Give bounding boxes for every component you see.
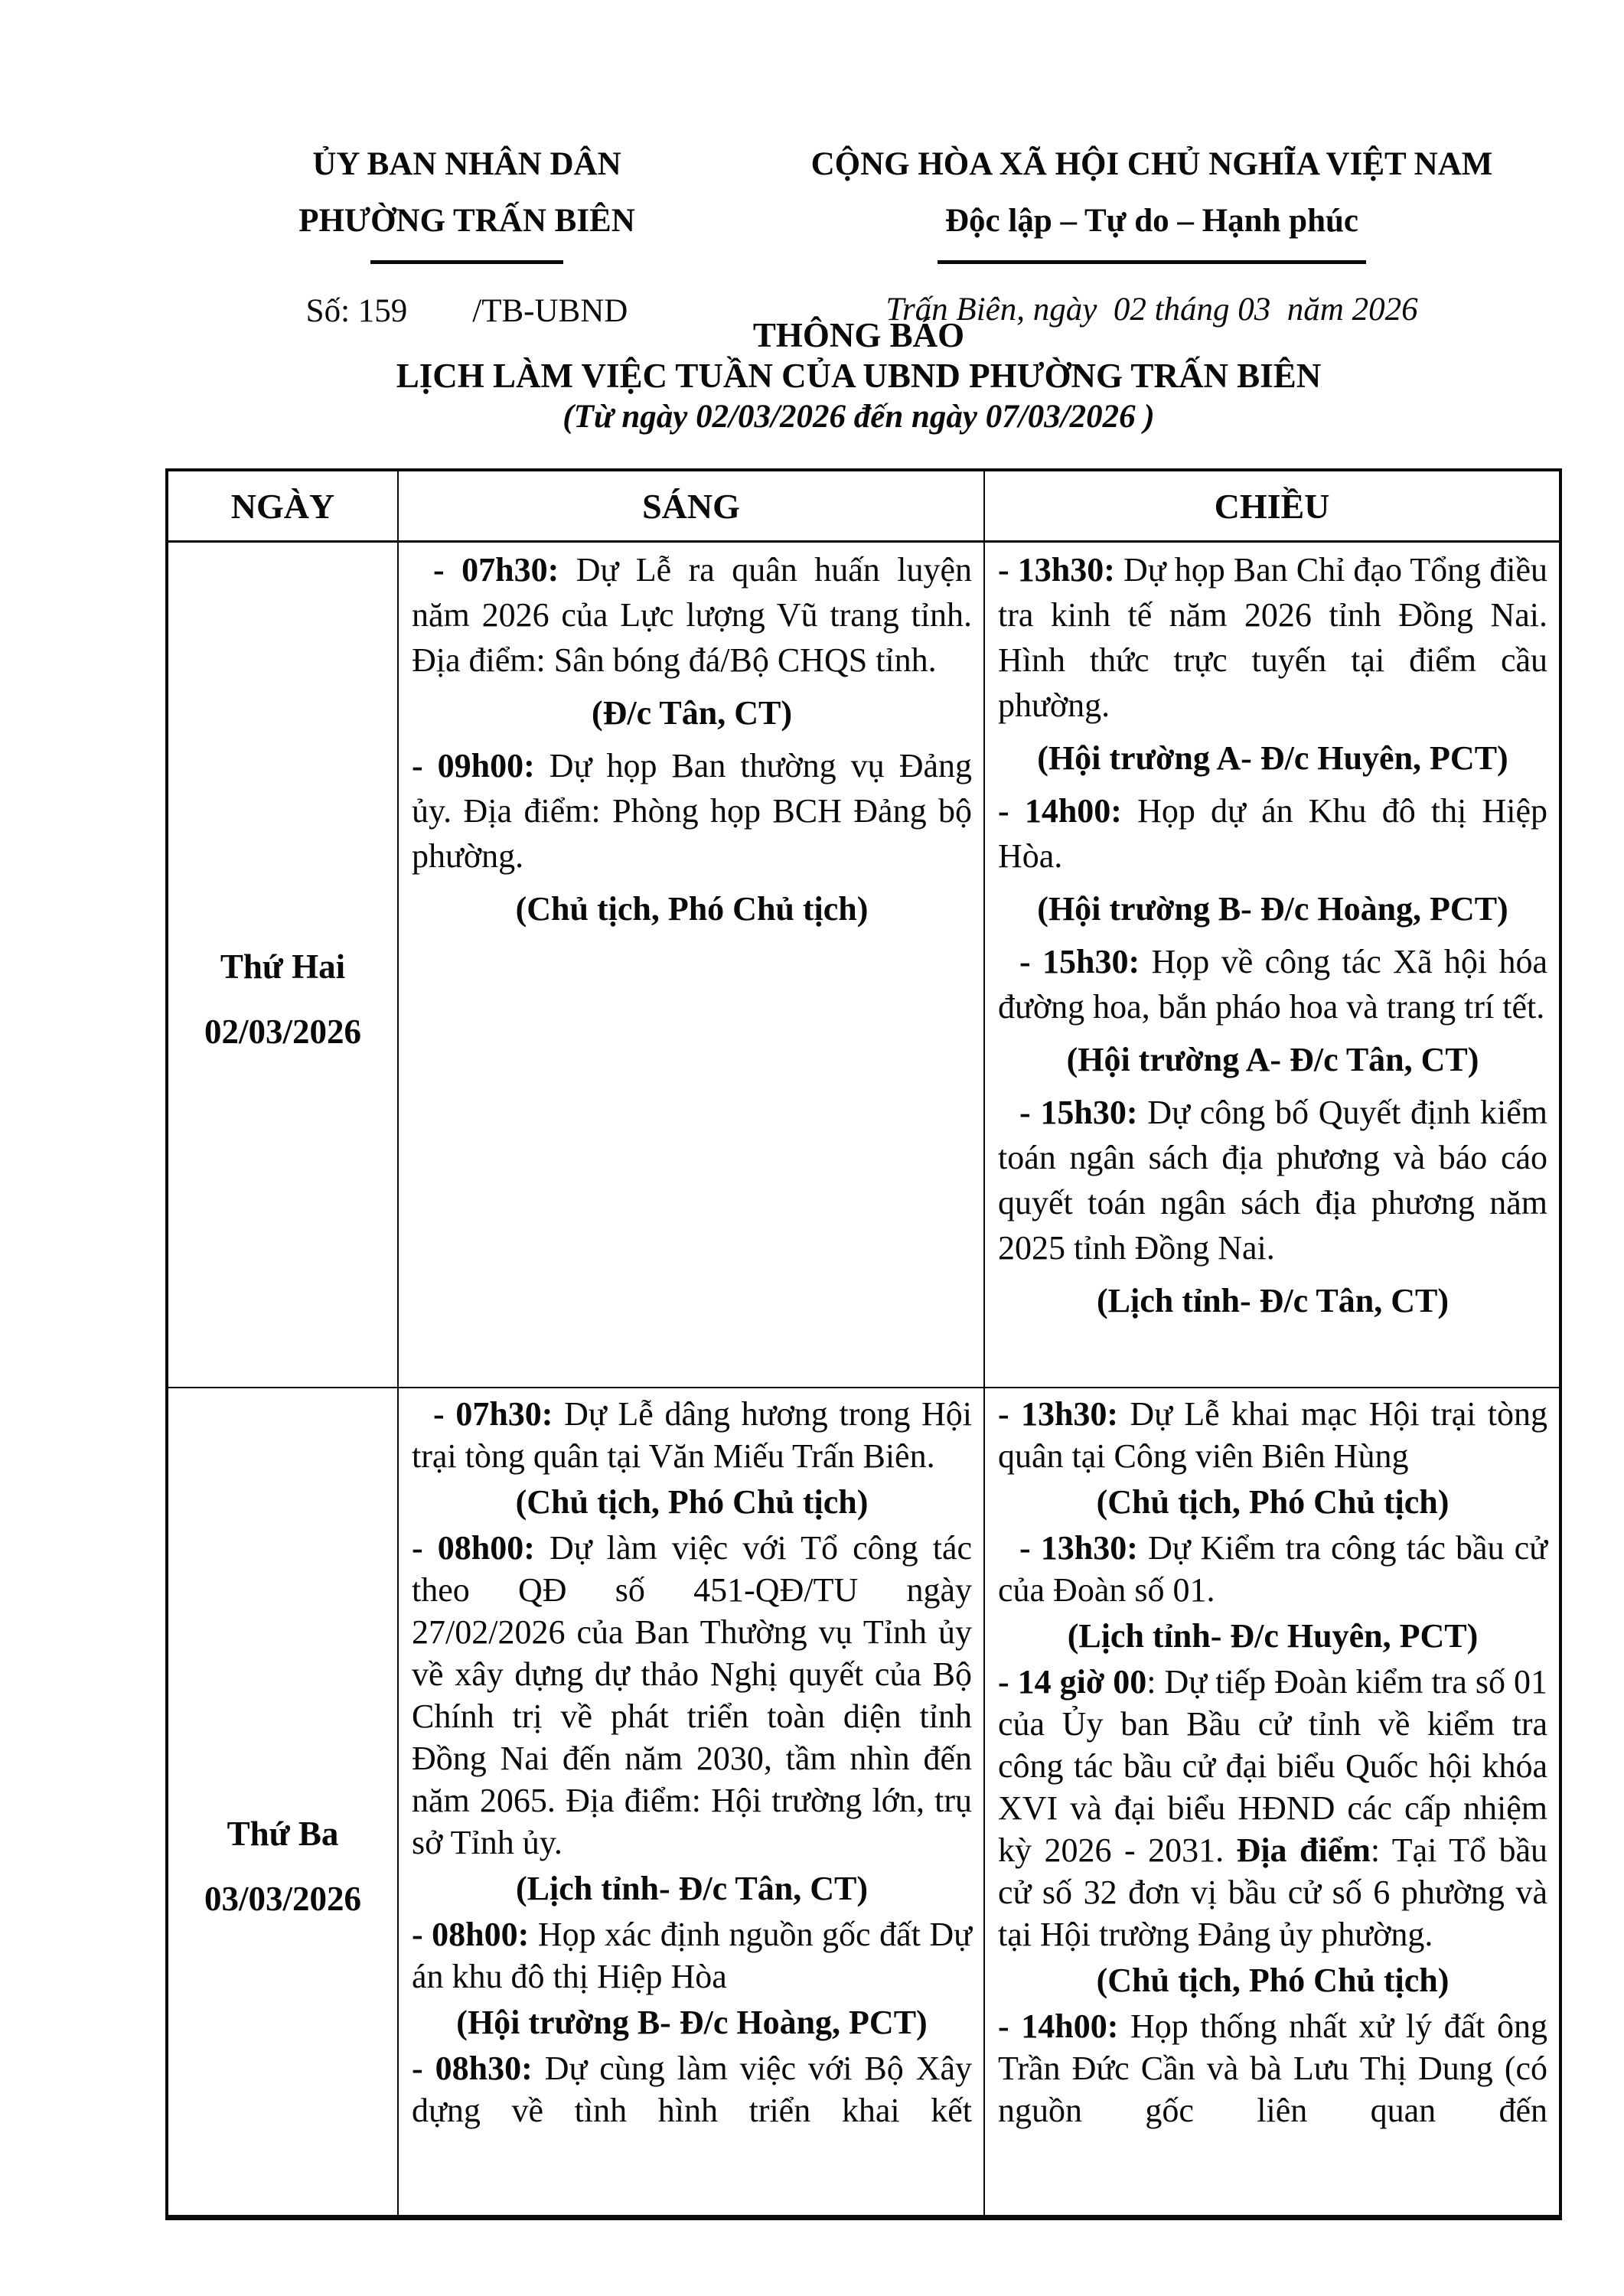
schedule-entry: - 13h30: Dự Lễ khai mạc Hội trại tòng quân tại Công viên Biên Hùng [998,1395,1547,1475]
attribution-line: (Lịch tỉnh- Đ/c Huyên, PCT) [1067,1617,1479,1655]
schedule-entry: - 08h00: Họp xác định nguồn gốc đất Dự án khu đô thị Hiệp Hòa [412,1916,972,1995]
column-header-day: NGÀY [168,471,399,543]
column-header-morning: SÁNG [399,471,985,543]
attribution-line: (Hội trường B- Đ/c Hoàng, PCT) [1037,890,1508,928]
org-name-line1: ỦY BAN NHÂN DÂN [312,146,621,182]
document-number-label: Số: 159 [305,293,408,329]
attribution-line: (Hội trường A- Đ/c Tân, CT) [1066,1041,1479,1078]
national-motto-line1: CỘNG HÒA XÃ HỘI CHỦ NGHĨA VIỆT NAM [810,146,1493,182]
afternoon-cell-tuesday [985,1388,1559,2215]
attribution-line: (Chủ tịch, Phó Chủ tịch) [515,890,869,928]
schedule-entry: - 14 giờ 00: Dự tiếp Đoàn kiểm tra số 01 của Ủy ban Bầu cử tỉnh về kiểm tra công tác bầu cử đại biểu Quốc hội khóa XVI và đại biểu HĐND các cấp nhiệm kỳ 2026 - 2031. Địa điểm: Tại Tổ bầu cử số 32 đơn vị bầu cử số 6 phường và tại Hội trường Đảng ủy phường. [998,1663,1547,1953]
motto-underline [938,260,1366,264]
schedule-entry: - 15h30: Dự công bố Quyết định kiểm toán ngân sách địa phương và báo cáo quyết toán ngân sách địa phương năm 2025 tỉnh Đồng Nai. [998,1094,1547,1267]
schedule-entry: - 07h30: Dự Lễ dâng hương trong Hội trại tòng quân tại Văn Miếu Trấn Biên. [412,1395,972,1475]
title-date-range: (Từ ngày 02/03/2026 đến ngày 07/03/2026 ) [563,399,1155,435]
attribution-line: (Hội trường A- Đ/c Huyên, PCT) [1037,739,1508,777]
document-title-block [93,315,1624,437]
schedule-entry: - 14h00: Họp thống nhất xử lý đất ông Trần Đức Cần và bà Lưu Thị Dung (có nguồn gốc liên quan đến [998,2007,1547,2129]
attribution-line: (Chủ tịch, Phó Chủ tịch) [515,1483,869,1521]
schedule-entry: - 14h00: Họp dự án Khu đô thị Hiệp Hòa. [998,792,1548,875]
schedule-entry: - 08h00: Dự làm việc với Tổ công tác theo QĐ số 451-QĐ/TU ngày 27/02/2026 của Ban Thường vụ Tỉnh ủy về xây dựng dự thảo Nghị quyết của Bộ Chính trị về phát triển toàn diện tỉnh Đồng Nai đến năm 2030, tầm nhìn đến năm 2065. Địa điểm: Hội trường lớn, trụ sở Tỉnh ủy. [412,1529,972,1861]
schedule-table [165,468,1562,2220]
title-notice: THÔNG BÁO [752,316,965,354]
attribution-line: (Chủ tịch, Phó Chủ tịch) [1096,1483,1450,1521]
schedule-entry: - 13h30: Dự Kiểm tra công tác bầu cử của Đoàn số 01. [998,1529,1547,1609]
day-line: Thứ Hai [220,947,346,986]
org-name-line2: PHƯỜNG TRẤN BIÊN [298,203,635,239]
org-underline [370,260,563,264]
day-line: 03/03/2026 [204,1880,361,1918]
title-schedule: LỊCH LÀM VIỆC TUẦN CỦA UBND PHƯỜNG TRẤN BIÊN [396,357,1322,395]
attribution-line: (Đ/c Tân, CT) [592,694,792,732]
letterhead-issuing-org [237,136,696,330]
attribution-line: (Lịch tỉnh- Đ/c Tân, CT) [1096,1282,1450,1319]
national-motto-line2: Độc lập – Tự do – Hạnh phúc [945,203,1358,239]
schedule-entry: - 09h00: Dự họp Ban thường vụ Đảng ủy. Địa điểm: Phòng họp BCH Đảng bộ phường. [412,747,972,875]
schedule-entry: - 07h30: Dự Lễ ra quân huấn luyện năm 2026 của Lực lượng Vũ trang tỉnh. Địa điểm: Sân bóng đá/Bộ CHQS tỉnh. [412,551,972,679]
place-date-line: Trấn Biên, ngày 02 tháng 03 năm 2026 [885,292,1418,328]
attribution-line: (Chủ tịch, Phó Chủ tịch) [1096,1962,1450,1999]
schedule-entry: - 13h30: Dự họp Ban Chỉ đạo Tổng điều tra kinh tế năm 2026 tỉnh Đồng Nai. Hình thức trực tuyến tại điểm cầu phường. [998,551,1547,724]
schedule-entry: - 15h30: Họp về công tác Xã hội hóa đường hoa, bắn pháo hoa và trang trí tết. [998,943,1547,1026]
afternoon-cell-monday [985,543,1559,1388]
day-line: Thứ Ba [227,1815,339,1853]
morning-cell-tuesday [399,1388,985,2215]
schedule-entry: - 08h30: Dự cùng làm việc với Bộ Xây dựng về tình hình triển khai kết [412,2050,972,2129]
day-cell-tuesday [168,1388,399,2215]
day-cell-monday [168,543,399,1388]
column-header-afternoon: CHIỀU [985,471,1559,543]
day-line: 02/03/2026 [204,1012,361,1051]
document-number-suffix: /TB-UBND [472,293,628,329]
attribution-line: (Lịch tỉnh- Đ/c Tân, CT) [515,1870,869,1907]
attribution-line: (Hội trường B- Đ/c Hoàng, PCT) [456,2004,928,2041]
day-label [204,934,361,1065]
morning-cell-monday [399,543,985,1388]
letterhead-national [769,136,1534,328]
day-label [204,1802,361,1932]
